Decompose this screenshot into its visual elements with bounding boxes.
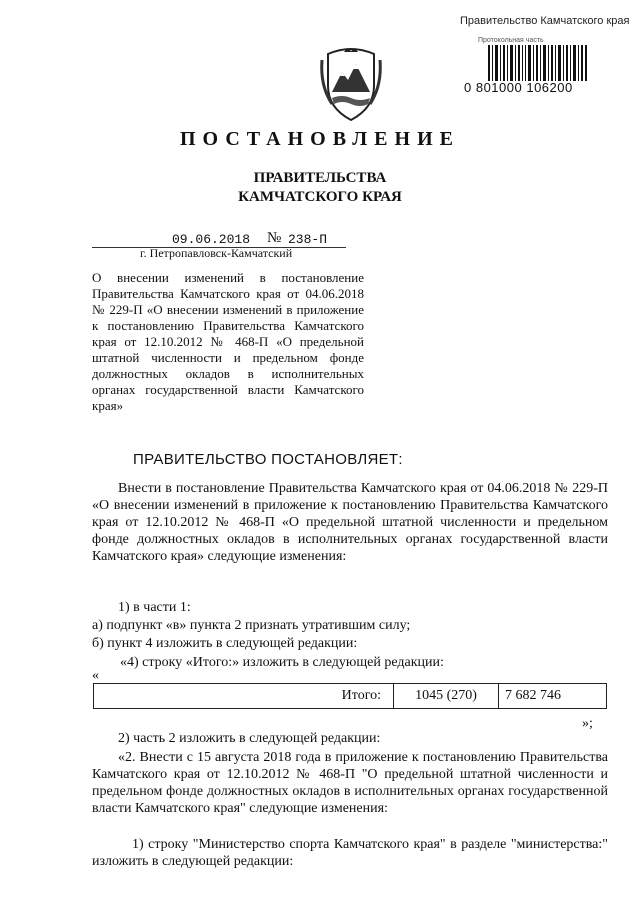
- item-1a: а) подпункт «в» пункта 2 признать утратившим силу;: [92, 618, 411, 633]
- totals-label: Итого:: [94, 684, 394, 709]
- issuer-line-2: КАМЧАТСКОГО КРАЯ: [238, 189, 402, 205]
- table-row: [94, 684, 607, 709]
- item-2: 2) часть 2 изложить в следующей редакции:: [118, 731, 381, 746]
- number-sign: №: [267, 230, 282, 246]
- city-label: г. Петропавловск-Камчатский: [140, 246, 293, 260]
- totals-table: [93, 683, 607, 709]
- decree-phrase: ПРАВИТЕЛЬСТВО ПОСТАНОВЛЯЕТ:: [133, 451, 403, 468]
- body-intro: Внести в постановление Правительства Камчатского края от 04.06.2018 № 229-П «О внесении изменений в приложение к постановлению Правительства Камчатского края от 12.10.2012 № 468-П «О предельной штатной численности и предельном фонде должностных окладов в исполнительных органах государственной власти Камчатского края» следующие изменения:: [92, 481, 608, 564]
- document-type-title: ПОСТАНОВЛЕНИЕ: [180, 128, 460, 150]
- barcode-number: 0 801000 106200: [464, 80, 573, 95]
- document-number: 238-П: [288, 232, 328, 247]
- issuer-line-1: ПРАВИТЕЛЬСТВА: [253, 170, 387, 186]
- kamchatka-coat-of-arms-icon: [318, 46, 384, 122]
- item-1c: «4) строку «Итого:» изложить в следующей редакции:: [120, 655, 444, 670]
- totals-count: 1045 (270): [394, 684, 499, 709]
- registry-stamp-title: Правительство Камчатского края: [460, 15, 630, 27]
- open-quote: «: [92, 668, 99, 683]
- barcode-icon: [488, 45, 588, 81]
- document-date: 09.06.2018: [172, 232, 251, 247]
- item-2-text: «2. Внести с 15 августа 2018 года в приложение к постановлению Правительства Камчатского края от 12.10.2012 № 468-П "О предельной штатной численности и предельном фонде должностных окладов в исполнительных органах государственной власти Камчатского края" следующие изменения:: [92, 750, 608, 816]
- totals-amount: 7 682 746: [499, 684, 607, 709]
- item-1b: б) пункт 4 изложить в следующей редакции:: [92, 636, 358, 651]
- close-quote: »;: [582, 716, 593, 731]
- registry-stamp-subtitle: Протокольная часть: [478, 37, 544, 44]
- document-subject: О внесении изменений в постановление Правительства Камчатского края от 04.06.2018 № 229-П «О внесении изменений в приложение к постановлению Правительства Камчатского края от 12.10.2012 № 468-П «О предельной штатной численности и предельном фонде должностных окладов в исполнительных органах государственной власти Камчатского края»: [92, 270, 364, 413]
- item-1: 1) в части 1:: [118, 600, 191, 615]
- item-2-subitem-1: 1) строку "Министерство спорта Камчатского края" в разделе "министерства:" изложить в следующей редакции:: [92, 837, 608, 869]
